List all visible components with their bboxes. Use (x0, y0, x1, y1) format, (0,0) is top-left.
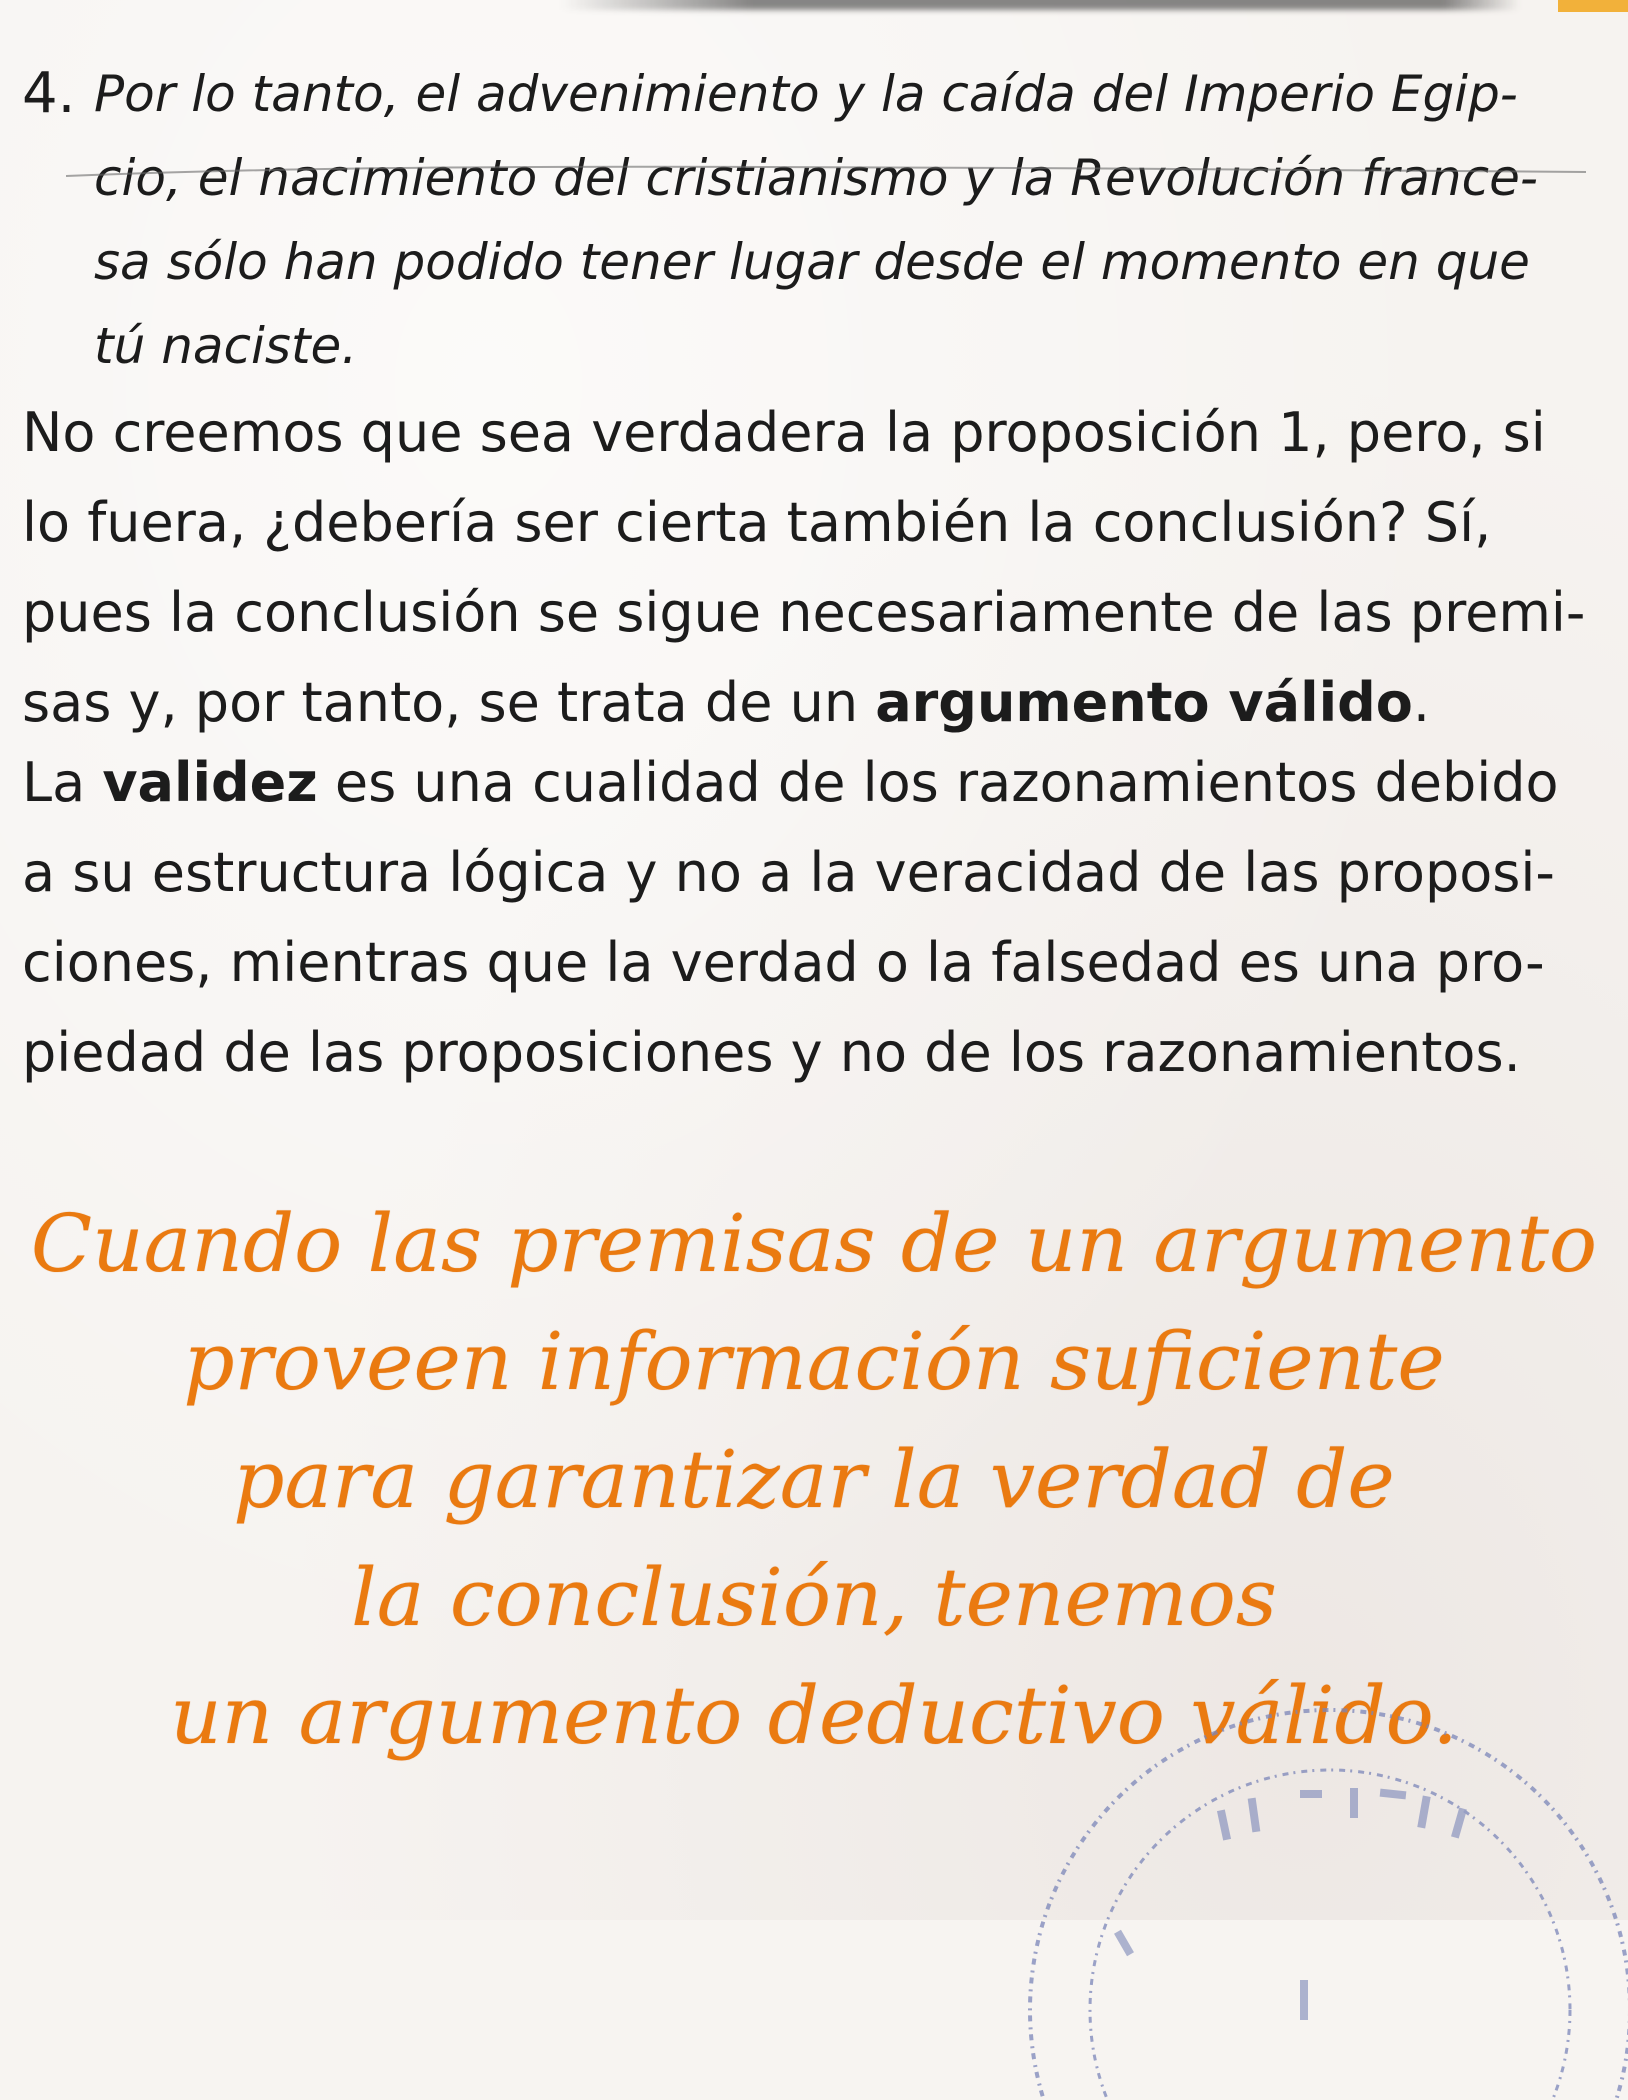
item-4-line: sa sólo han podido tener lugar desde el momento en que (94, 233, 1530, 291)
paragraph-line: No creemos que sea verdadera la proposición 1, pero, si (22, 401, 1546, 464)
text-run: es una cualidad de los razonamientos debido (317, 751, 1559, 814)
pen-underline-mark (66, 162, 1586, 180)
quote-line: proveen información suficiente (183, 1315, 1445, 1408)
quote-line: la conclusión, tenemos (351, 1551, 1277, 1644)
item-4-line: cio, el nacimiento del cristianismo y la Revolución france- (94, 149, 1538, 207)
text-run: La (22, 751, 103, 814)
header-accent-bar (1558, 0, 1628, 12)
paragraph-argumento-valido (22, 388, 1602, 748)
quote-line: un argumento deductivo válido. (170, 1669, 1458, 1762)
paragraph-line: lo fuera, ¿debería ser cierta también la conclusión? Sí, (22, 491, 1492, 554)
bold-term-validez: validez (102, 751, 318, 814)
cropped-header-text (560, 0, 1520, 10)
quote-line: para garantizar la verdad de (233, 1433, 1395, 1526)
paragraph-validez (22, 738, 1602, 1098)
list-item-4 (22, 52, 1582, 388)
item-4-text (94, 52, 1594, 388)
item-4-line: Por lo tanto, el advenimiento y la caída del Imperio Egip- (94, 65, 1518, 123)
text-run: sas y, por tanto, se trata de un (22, 671, 876, 734)
paragraph-line: piedad de las proposiciones y no de los razonamientos. (22, 1021, 1521, 1084)
item-4-line: tú naciste. (94, 317, 358, 375)
paragraph-line: ciones, mientras que la verdad o la falsedad es una pro- (22, 931, 1545, 994)
paragraph-line (22, 738, 1602, 828)
paragraph-line: a su estructura lógica y no a la veracidad de las proposi- (22, 841, 1555, 904)
bold-term-argumento-valido: argumento válido (875, 671, 1413, 734)
text-run: . (1412, 671, 1431, 734)
quote-line: Cuando las premisas de un argumento (30, 1197, 1598, 1290)
ink-stamp (1000, 1680, 1628, 2100)
item-number: 4. (22, 61, 76, 126)
paragraph-line (22, 658, 1602, 748)
paragraph-line: pues la conclusión se sigue necesariamente de las premi- (22, 581, 1586, 644)
